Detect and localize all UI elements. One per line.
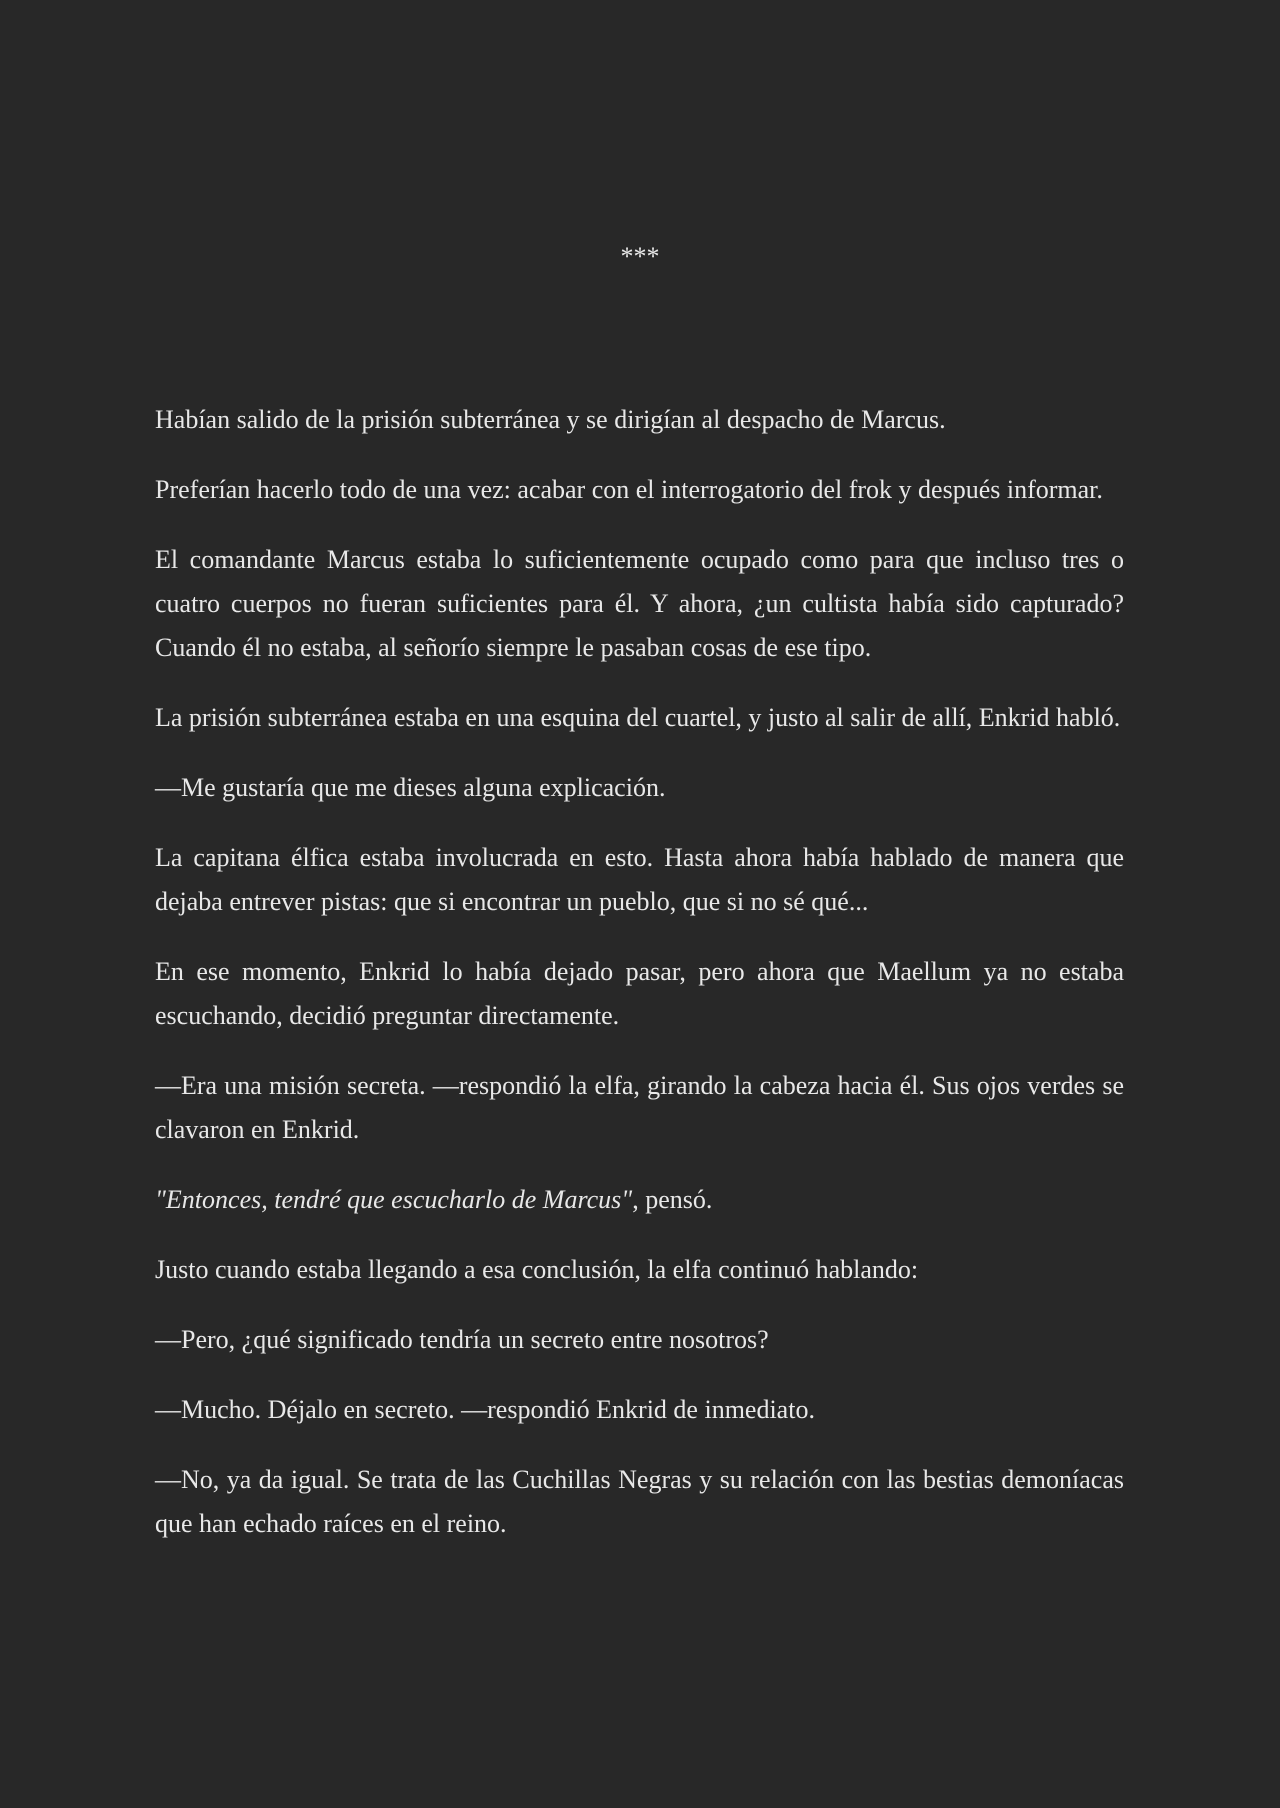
paragraph: El comandante Marcus estaba lo suficientemente ocupado como para que incluso tres o cuatro cuerpos no fueran suficientes para él. Y ahora, ¿un cultista había sido capturado? Cuando él no estaba, al señorío siempre le pasaban cosas de ese tipo. xyxy=(155,545,1124,662)
paragraph: —Era una misión secreta. —respondió la elfa, girando la cabeza hacia él. Sus ojos verdes se clavaron en Enkrid. xyxy=(155,1071,1124,1144)
paragraph: La prisión subterránea estaba en una esquina del cuartel, y justo al salir de allí, Enkrid habló. xyxy=(155,703,1121,732)
thought-rest: , pensó. xyxy=(632,1185,713,1214)
paragraph: —Pero, ¿qué significado tendría un secreto entre nosotros? xyxy=(155,1325,769,1354)
thought-paragraph xyxy=(155,1178,1124,1222)
paragraph: En ese momento, Enkrid lo había dejado pasar, pero ahora que Maellum ya no estaba escuchando, decidió preguntar directamente. xyxy=(155,957,1124,1030)
paragraph: La capitana élfica estaba involucrada en esto. Hasta ahora había hablado de manera que dejaba entrever pistas: que si encontrar un pueblo, que si no sé qué... xyxy=(155,843,1124,916)
paragraph: Justo cuando estaba llegando a esa conclusión, la elfa continuó hablando: xyxy=(155,1255,919,1284)
paragraph: Preferían hacerlo todo de una vez: acabar con el interrogatorio del frok y después informar. xyxy=(155,475,1103,504)
paragraph: —No, ya da igual. Se trata de las Cuchillas Negras y su relación con las bestias demoníacas que han echado raíces en el reino. xyxy=(155,1465,1124,1538)
paragraph: Habían salido de la prisión subterránea y se dirigían al despacho de Marcus. xyxy=(155,405,946,434)
chapter-text xyxy=(155,398,1124,1546)
paragraph: —Mucho. Déjalo en secreto. —respondió Enkrid de inmediato. xyxy=(155,1395,815,1424)
thought-italic: "Entonces, tendré que escucharlo de Marcus" xyxy=(155,1185,633,1214)
paragraph: —Me gustaría que me dieses alguna explicación. xyxy=(155,773,666,802)
scene-break: *** xyxy=(620,242,660,271)
